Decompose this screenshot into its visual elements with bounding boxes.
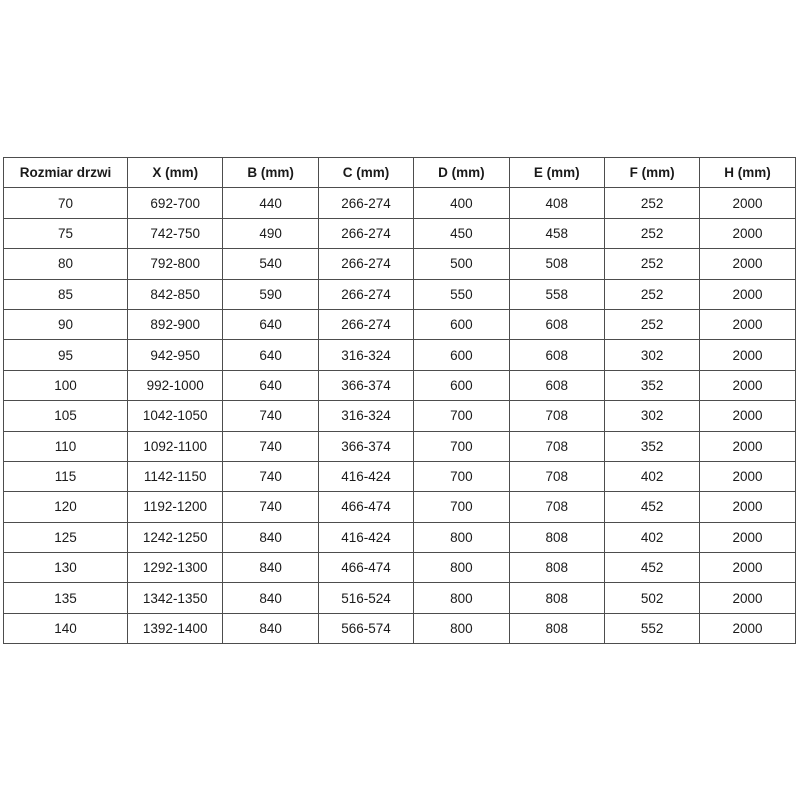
table-cell: 85	[4, 279, 128, 309]
header-row	[4, 158, 796, 188]
table-row	[4, 340, 796, 370]
table-cell: 708	[509, 492, 604, 522]
table-row	[4, 461, 796, 491]
table-row	[4, 370, 796, 400]
table-cell: 840	[223, 522, 318, 552]
table-cell: 508	[509, 249, 604, 279]
table-cell: 2000	[700, 401, 795, 431]
table-cell: 1292-1300	[128, 553, 223, 583]
table-cell: 440	[223, 188, 318, 218]
table-cell: 252	[604, 279, 699, 309]
table-cell: 1092-1100	[128, 431, 223, 461]
table-cell: 466-474	[318, 492, 413, 522]
table-cell: 252	[604, 309, 699, 339]
table-cell: 590	[223, 279, 318, 309]
table-cell: 266-274	[318, 309, 413, 339]
table-cell: 608	[509, 309, 604, 339]
table-cell: 942-950	[128, 340, 223, 370]
table-cell: 366-374	[318, 431, 413, 461]
table-cell: 708	[509, 401, 604, 431]
table-cell: 135	[4, 583, 128, 613]
table-cell: 2000	[700, 431, 795, 461]
table-cell: 892-900	[128, 309, 223, 339]
table-row	[4, 309, 796, 339]
table-cell: 110	[4, 431, 128, 461]
door-size-specification-table	[3, 157, 796, 644]
table-cell: 266-274	[318, 249, 413, 279]
table-cell: 115	[4, 461, 128, 491]
table-cell: 1142-1150	[128, 461, 223, 491]
table-cell: 302	[604, 340, 699, 370]
table-cell: 1392-1400	[128, 613, 223, 643]
table-cell: 700	[414, 461, 509, 491]
table-cell: 840	[223, 553, 318, 583]
table-cell: 1242-1250	[128, 522, 223, 552]
table-cell: 840	[223, 613, 318, 643]
table-cell: 692-700	[128, 188, 223, 218]
table-cell: 608	[509, 370, 604, 400]
table-body	[4, 188, 796, 644]
table-cell: 842-850	[128, 279, 223, 309]
table-cell: 742-750	[128, 218, 223, 248]
table-cell: 366-374	[318, 370, 413, 400]
table-cell: 125	[4, 522, 128, 552]
table-cell: 1042-1050	[128, 401, 223, 431]
table-cell: 640	[223, 370, 318, 400]
table-cell: 552	[604, 613, 699, 643]
table-cell: 2000	[700, 613, 795, 643]
table-row	[4, 553, 796, 583]
table-cell: 740	[223, 461, 318, 491]
table-cell: 840	[223, 583, 318, 613]
table-cell: 516-524	[318, 583, 413, 613]
table-cell: 2000	[700, 279, 795, 309]
table-cell: 700	[414, 401, 509, 431]
table-row	[4, 188, 796, 218]
table-cell: 458	[509, 218, 604, 248]
table-row	[4, 401, 796, 431]
table-cell: 252	[604, 218, 699, 248]
table-row	[4, 249, 796, 279]
table-cell: 2000	[700, 553, 795, 583]
table-row	[4, 613, 796, 643]
table-cell: 566-574	[318, 613, 413, 643]
table-cell: 500	[414, 249, 509, 279]
table-cell: 740	[223, 431, 318, 461]
table-cell: 416-424	[318, 522, 413, 552]
table-cell: 140	[4, 613, 128, 643]
table-cell: 416-424	[318, 461, 413, 491]
table-cell: 800	[414, 613, 509, 643]
column-header: E (mm)	[509, 158, 604, 188]
table-row	[4, 279, 796, 309]
table-row	[4, 583, 796, 613]
table-cell: 700	[414, 492, 509, 522]
table-cell: 800	[414, 553, 509, 583]
table-cell: 808	[509, 583, 604, 613]
table-cell: 120	[4, 492, 128, 522]
table-row	[4, 431, 796, 461]
table-cell: 640	[223, 309, 318, 339]
table-cell: 402	[604, 461, 699, 491]
table-cell: 252	[604, 188, 699, 218]
table-cell: 1342-1350	[128, 583, 223, 613]
table-cell: 992-1000	[128, 370, 223, 400]
table-cell: 2000	[700, 188, 795, 218]
table-cell: 80	[4, 249, 128, 279]
table-cell: 600	[414, 340, 509, 370]
table-cell: 502	[604, 583, 699, 613]
table-cell: 600	[414, 370, 509, 400]
table-cell: 352	[604, 431, 699, 461]
table-cell: 408	[509, 188, 604, 218]
table-cell: 2000	[700, 340, 795, 370]
table-cell: 808	[509, 522, 604, 552]
table-cell: 2000	[700, 249, 795, 279]
table-cell: 352	[604, 370, 699, 400]
table-cell: 2000	[700, 461, 795, 491]
table-cell: 550	[414, 279, 509, 309]
table-row	[4, 522, 796, 552]
table-cell: 302	[604, 401, 699, 431]
table-cell: 700	[414, 431, 509, 461]
table-cell: 252	[604, 249, 699, 279]
table-cell: 708	[509, 431, 604, 461]
column-header: C (mm)	[318, 158, 413, 188]
table-cell: 2000	[700, 218, 795, 248]
table-cell: 466-474	[318, 553, 413, 583]
table-cell: 400	[414, 188, 509, 218]
table-cell: 708	[509, 461, 604, 491]
table-cell: 2000	[700, 522, 795, 552]
column-header: X (mm)	[128, 158, 223, 188]
table-cell: 740	[223, 492, 318, 522]
table-cell: 2000	[700, 583, 795, 613]
table-cell: 402	[604, 522, 699, 552]
table-cell: 316-324	[318, 340, 413, 370]
column-header: F (mm)	[604, 158, 699, 188]
table-cell: 75	[4, 218, 128, 248]
table-cell: 808	[509, 613, 604, 643]
table-cell: 266-274	[318, 279, 413, 309]
table-cell: 2000	[700, 309, 795, 339]
table-cell: 800	[414, 522, 509, 552]
table-cell: 2000	[700, 492, 795, 522]
table-cell: 452	[604, 553, 699, 583]
table-cell: 70	[4, 188, 128, 218]
table-cell: 100	[4, 370, 128, 400]
table-cell: 452	[604, 492, 699, 522]
table-cell: 95	[4, 340, 128, 370]
table-row	[4, 492, 796, 522]
table-cell: 558	[509, 279, 604, 309]
table-cell: 90	[4, 309, 128, 339]
table-cell: 600	[414, 309, 509, 339]
table-cell: 1192-1200	[128, 492, 223, 522]
table-row	[4, 218, 796, 248]
column-header: B (mm)	[223, 158, 318, 188]
table-header	[4, 158, 796, 188]
column-header: H (mm)	[700, 158, 795, 188]
table-cell: 808	[509, 553, 604, 583]
table-cell: 2000	[700, 370, 795, 400]
table-cell: 800	[414, 583, 509, 613]
table-cell: 540	[223, 249, 318, 279]
column-header: Rozmiar drzwi	[4, 158, 128, 188]
table-cell: 490	[223, 218, 318, 248]
table-cell: 266-274	[318, 218, 413, 248]
table-cell: 792-800	[128, 249, 223, 279]
table-cell: 640	[223, 340, 318, 370]
table-cell: 450	[414, 218, 509, 248]
table-cell: 608	[509, 340, 604, 370]
table-cell: 316-324	[318, 401, 413, 431]
column-header: D (mm)	[414, 158, 509, 188]
table-cell: 130	[4, 553, 128, 583]
table-cell: 266-274	[318, 188, 413, 218]
table-cell: 105	[4, 401, 128, 431]
table-cell: 740	[223, 401, 318, 431]
